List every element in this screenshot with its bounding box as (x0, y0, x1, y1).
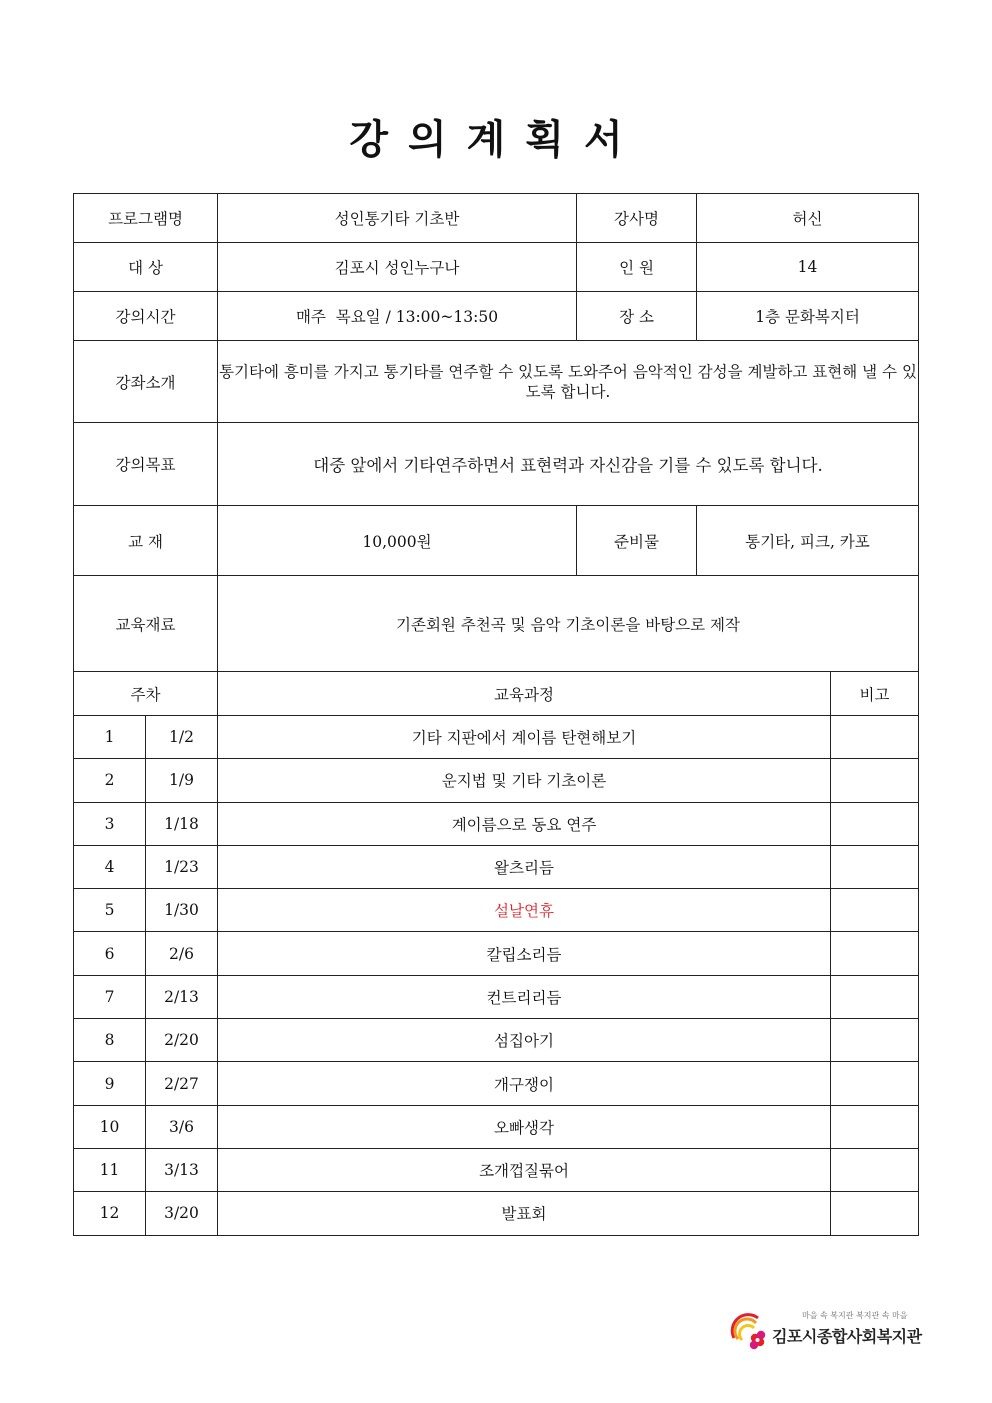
schedule-row (74, 1105, 919, 1148)
logo-emblem-icon (728, 1308, 772, 1352)
textbook-value: 10,000원 (218, 506, 577, 576)
instructor-label: 강사명 (577, 194, 697, 243)
course-content: 운지법 및 기타 기초이론 (218, 759, 831, 802)
course-note (831, 1062, 919, 1105)
course-note (831, 1148, 919, 1191)
info-row-program (74, 194, 919, 243)
course-content: 발표회 (218, 1192, 831, 1235)
count-value: 14 (697, 243, 919, 292)
schedule-row (74, 975, 919, 1018)
supplies-value: 통기타, 피크, 카포 (697, 506, 919, 576)
logo-name: 김포시종합사회복지관 (772, 1327, 922, 1346)
target-value: 김포시 성인누구나 (218, 243, 577, 292)
week-number: 8 (74, 1019, 146, 1062)
schedule-row (74, 759, 919, 802)
info-row-time (74, 292, 919, 341)
week-date: 2/6 (146, 932, 218, 975)
course-note (831, 889, 919, 932)
course-content: 계이름으로 동요 연주 (218, 802, 831, 845)
course-content: 오빠생각 (218, 1105, 831, 1148)
course-content: 조개껍질묶어 (218, 1148, 831, 1191)
week-number: 6 (74, 932, 146, 975)
course-note (831, 1192, 919, 1235)
logo-tagline: 마을 속 복지관 복지관 속 마을 (802, 1311, 908, 1320)
info-row-material (74, 576, 919, 672)
week-number: 3 (74, 802, 146, 845)
week-date: 1/23 (146, 845, 218, 888)
count-label: 인 원 (577, 243, 697, 292)
course-note (831, 1019, 919, 1062)
goal-label: 강의목표 (74, 423, 218, 506)
week-date: 1/18 (146, 802, 218, 845)
course-content: 설날연휴 (218, 889, 831, 932)
course-content: 섬집아기 (218, 1019, 831, 1062)
week-date: 1/9 (146, 759, 218, 802)
goal-value: 대중 앞에서 기타연주하면서 표현력과 자신감을 기를 수 있도록 합니다. (218, 423, 919, 506)
info-row-target (74, 243, 919, 292)
course-content: 컨트리리듬 (218, 975, 831, 1018)
week-number: 4 (74, 845, 146, 888)
material-label: 교육재료 (74, 576, 218, 672)
time-label: 강의시간 (74, 292, 218, 341)
week-number: 5 (74, 889, 146, 932)
week-number: 11 (74, 1148, 146, 1191)
welfare-center-logo (728, 1308, 928, 1352)
info-row-intro (74, 341, 919, 423)
course-note (831, 802, 919, 845)
course-note (831, 932, 919, 975)
place-value: 1층 문화복지터 (697, 292, 919, 341)
schedule-body (74, 716, 919, 1236)
info-row-goal (74, 423, 919, 506)
week-date: 3/6 (146, 1105, 218, 1148)
intro-label: 강좌소개 (74, 341, 218, 423)
course-note (831, 759, 919, 802)
instructor-value: 허신 (697, 194, 919, 243)
place-label: 장 소 (577, 292, 697, 341)
course-note (831, 716, 919, 759)
week-header: 주차 (74, 672, 218, 716)
program-label: 프로그램명 (74, 194, 218, 243)
week-number: 7 (74, 975, 146, 1018)
schedule-row (74, 889, 919, 932)
schedule-row (74, 802, 919, 845)
document-title: 강의계획서 (349, 117, 643, 163)
week-number: 1 (74, 716, 146, 759)
week-date: 2/27 (146, 1062, 218, 1105)
week-date: 3/20 (146, 1192, 218, 1235)
week-date: 3/13 (146, 1148, 218, 1191)
intro-value: 통기타에 흥미를 가지고 통기타를 연주할 수 있도록 도와주어 음악적인 감성을 계발하고 표현해 낼 수 있도록 합니다. (218, 341, 919, 423)
material-value: 기존회원 추천곡 및 음악 기초이론을 바탕으로 제작 (218, 576, 919, 672)
schedule-header-row (74, 672, 919, 716)
course-content: 왈츠리듬 (218, 845, 831, 888)
course-content: 칼립소리듬 (218, 932, 831, 975)
course-content: 개구쟁이 (218, 1062, 831, 1105)
time-value: 매주 목요일 / 13:00~13:50 (218, 292, 577, 341)
schedule-row (74, 932, 919, 975)
week-date: 2/20 (146, 1019, 218, 1062)
course-note (831, 845, 919, 888)
week-date: 1/2 (146, 716, 218, 759)
schedule-row (74, 845, 919, 888)
week-date: 2/13 (146, 975, 218, 1018)
target-label: 대 상 (74, 243, 218, 292)
supplies-label: 준비물 (577, 506, 697, 576)
course-header: 교육과정 (218, 672, 831, 716)
course-content: 기타 지판에서 계이름 탄현해보기 (218, 716, 831, 759)
schedule-row (74, 1148, 919, 1191)
schedule-row (74, 1192, 919, 1235)
lecture-plan-table (73, 193, 919, 1236)
note-header: 비고 (831, 672, 919, 716)
week-number: 2 (74, 759, 146, 802)
week-number: 10 (74, 1105, 146, 1148)
week-number: 9 (74, 1062, 146, 1105)
schedule-row (74, 1019, 919, 1062)
course-note (831, 1105, 919, 1148)
course-note (831, 975, 919, 1018)
program-value: 성인통기타 기초반 (218, 194, 577, 243)
week-date: 1/30 (146, 889, 218, 932)
info-row-textbook (74, 506, 919, 576)
schedule-row (74, 1062, 919, 1105)
schedule-row (74, 716, 919, 759)
week-number: 12 (74, 1192, 146, 1235)
textbook-label: 교 재 (74, 506, 218, 576)
